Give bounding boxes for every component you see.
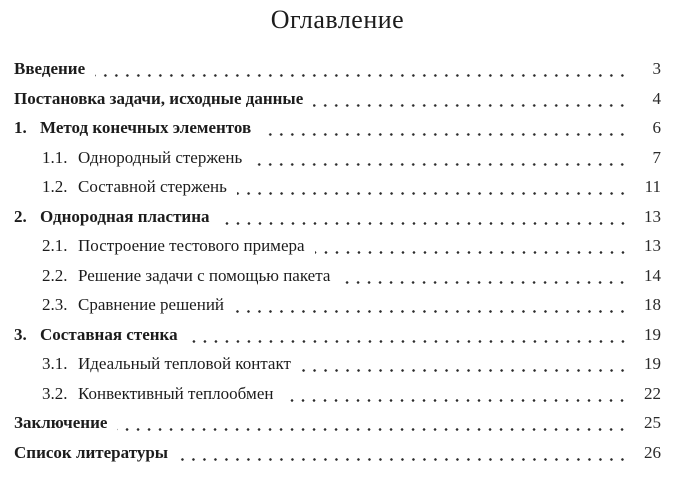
- toc-entry-label: Однородная пластина: [40, 206, 210, 226]
- toc-entry[interactable]: [42, 385, 661, 403]
- toc-entry-number: 3.2.: [42, 383, 68, 403]
- toc-entry-label: Составная стенка: [40, 324, 178, 344]
- toc-entry[interactable]: [14, 208, 661, 226]
- dot-leader: [178, 444, 628, 462]
- toc-entry[interactable]: [14, 414, 661, 432]
- toc-entry-number: 2.1.: [42, 236, 68, 255]
- toc-entry[interactable]: [14, 444, 661, 462]
- page-title: Оглавление: [270, 5, 405, 34]
- toc-entry-label: Введение: [14, 59, 86, 78]
- toc-entry-label: Построение тестового примера: [78, 236, 305, 255]
- toc-entry[interactable]: [42, 149, 661, 167]
- toc-entry-page: 11: [644, 177, 661, 196]
- toc-entry-page: 25: [644, 413, 661, 432]
- toc-entry[interactable]: [42, 237, 661, 255]
- dot-leader: [301, 355, 628, 373]
- dot-leader: [252, 149, 628, 167]
- dot-leader: [188, 326, 628, 344]
- toc-entry-page: 18: [644, 295, 661, 314]
- toc-entry[interactable]: [14, 119, 661, 137]
- toc-entry-label: Список литературы: [14, 442, 169, 462]
- toc-entry-label: Постановка задачи, исходные данные: [14, 88, 304, 108]
- dot-leader: [340, 267, 628, 285]
- toc-entry-label: Заключение: [14, 413, 108, 432]
- toc-entry[interactable]: [42, 355, 661, 373]
- toc-entry-label: Решение задачи с помощью пакета: [78, 265, 331, 285]
- toc-entry-number: 2.: [14, 206, 27, 226]
- toc-entry-page: 22: [644, 383, 661, 403]
- toc-entry-page: 3: [652, 59, 661, 78]
- dot-leader: [313, 90, 628, 108]
- toc-entry-number: 2.2.: [42, 265, 68, 285]
- toc-entry-label: Однородный стержень: [78, 147, 243, 167]
- dot-leader: [261, 119, 628, 137]
- toc-entry[interactable]: [42, 178, 661, 196]
- dot-leader: [283, 385, 628, 403]
- toc-entry-number: 1.2.: [42, 177, 68, 196]
- toc-entry-page: 19: [644, 354, 661, 373]
- toc-entry-label: Сравнение решений: [78, 295, 225, 314]
- toc-entry-page: 13: [644, 206, 661, 226]
- dot-leader: [237, 178, 628, 196]
- toc-entry-page: 26: [644, 442, 661, 462]
- dot-leader: [220, 208, 628, 226]
- toc-entry-label: Метод конечных элементов: [40, 118, 252, 137]
- toc-entry-page: 19: [644, 324, 661, 344]
- toc-entry-page: 14: [644, 265, 661, 285]
- toc-entry-page: 7: [652, 147, 661, 167]
- toc-entry-number: 3.: [14, 324, 27, 344]
- toc-entry[interactable]: [42, 296, 661, 314]
- toc-entry-number: 1.1.: [42, 147, 68, 167]
- toc-list: [14, 60, 661, 462]
- toc-entry-label: Идеальный тепловой контакт: [78, 354, 291, 373]
- dot-leader: [234, 296, 628, 314]
- toc-entry-number: 2.3.: [42, 295, 68, 314]
- dot-leader: [315, 237, 628, 255]
- toc-entry-label: Составной стержень: [78, 177, 227, 196]
- toc-entry-page: 13: [644, 236, 661, 255]
- toc-entry[interactable]: [14, 60, 661, 78]
- toc-entry[interactable]: [14, 90, 661, 108]
- dot-leader: [117, 414, 628, 432]
- toc-entry-page: 6: [652, 118, 661, 137]
- toc-entry[interactable]: [42, 267, 661, 285]
- toc-entry-number: 1.: [14, 118, 27, 137]
- toc-entry[interactable]: [14, 326, 661, 344]
- toc-entry-number: 3.1.: [42, 354, 68, 373]
- toc-entry-label: Конвективный теплообмен: [78, 383, 274, 403]
- dot-leader: [95, 60, 628, 78]
- toc-entry-page: 4: [652, 88, 661, 108]
